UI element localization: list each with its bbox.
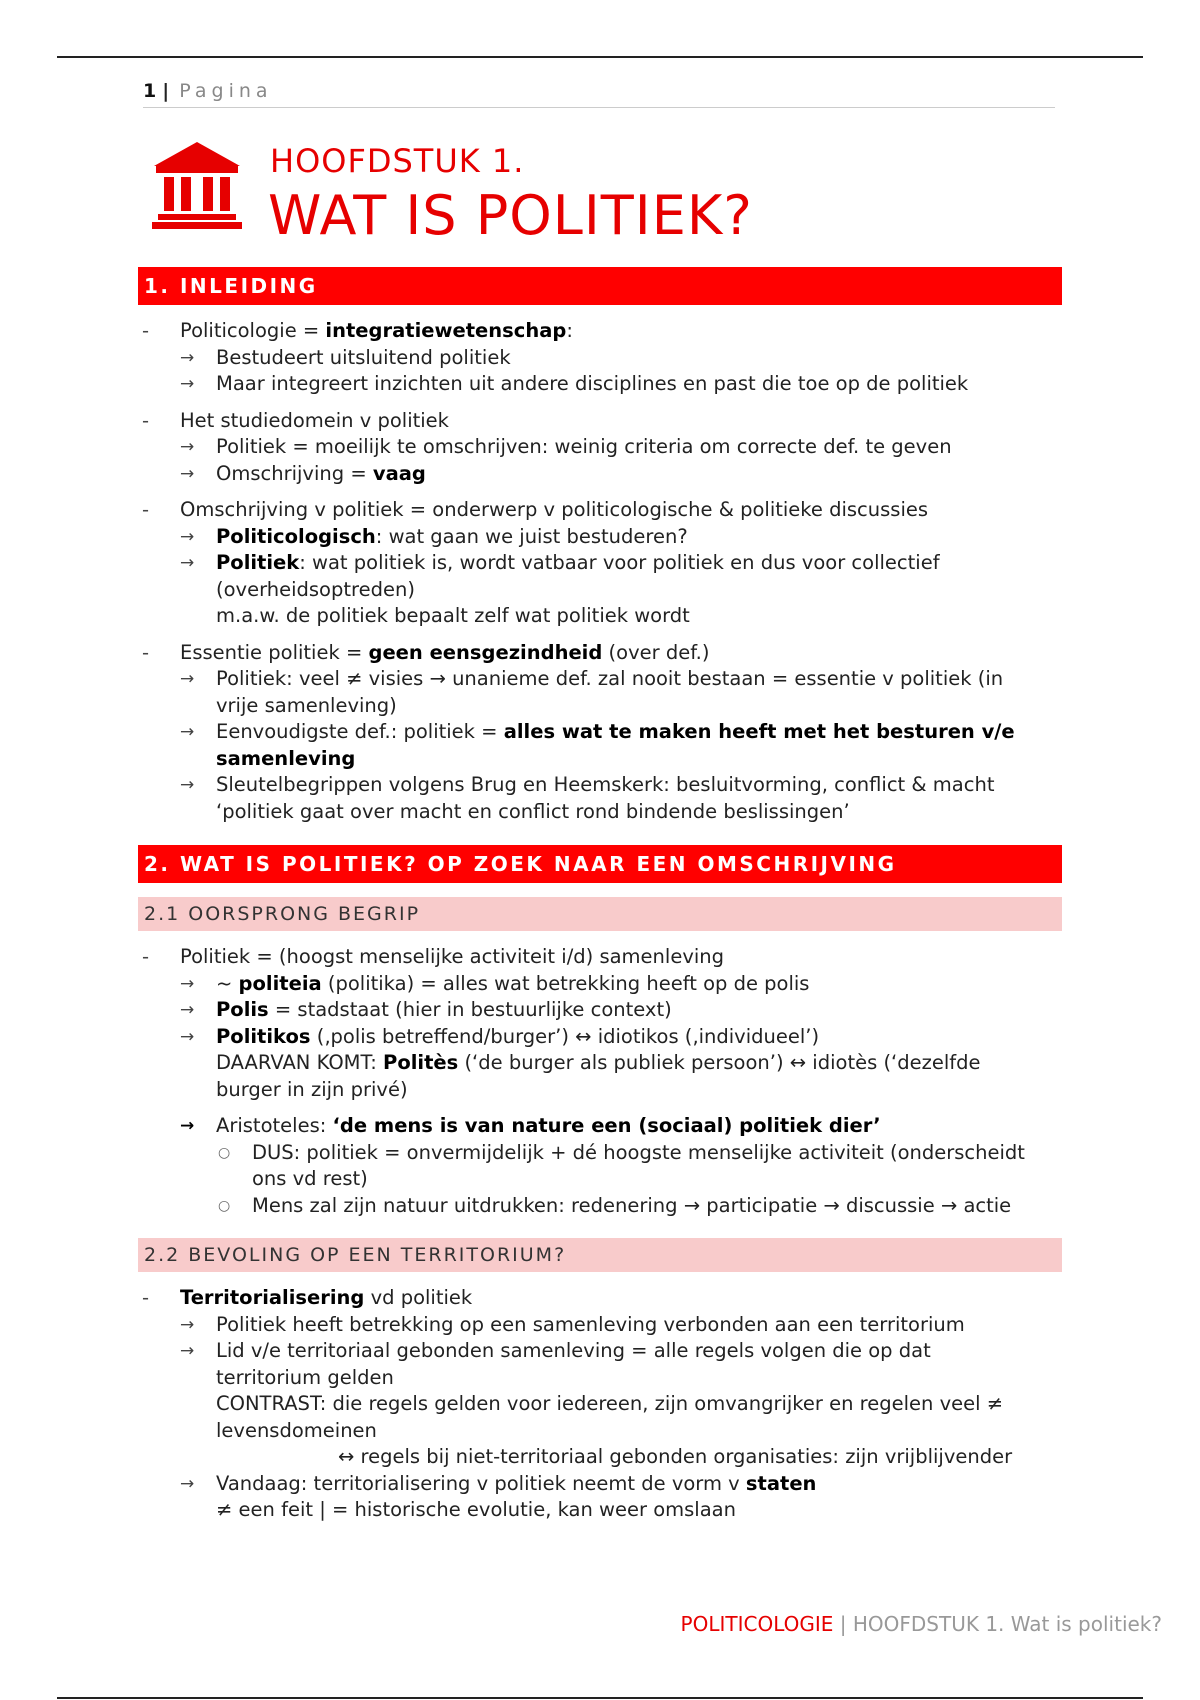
list-continuation: m.a.w. de politiek bepaalt zelf wat politiek wordt [216, 604, 690, 627]
list-continuation: ‘politiek gaat over macht en conflict rond bindende beslissingen’ [216, 799, 850, 823]
dash-bullet: - [142, 319, 150, 342]
list-continuation: vrije samenleving) [216, 693, 397, 717]
arrow-icon: → [180, 1000, 195, 1020]
arrow-icon: → [180, 775, 195, 795]
list-subitem: → Politiek: veel ≠ visies → unanieme def. zal nooit bestaan = essentie v politiek (in [138, 666, 1068, 693]
top-rule [57, 56, 1143, 58]
list-subitem: → Eenvoudigste def.: politiek = alles wat te maken heeft met het besturen v/e [138, 719, 1068, 746]
arrow-icon: → [180, 526, 195, 547]
list-subitem: → Politikos (‚polis betreffend/burger’) ↔ idiotikos (‚individueel’) [138, 1024, 1068, 1051]
header-rule [143, 107, 1055, 108]
list-continuation: burger in zijn privé) [216, 1077, 408, 1101]
footer-course: POLITICOLOGIE [680, 1612, 834, 1636]
list-subitem: → Vandaag: territorialisering v politiek neemt de vorm v staten [138, 1471, 1068, 1498]
list-subitem: → Sleutelbegrippen volgens Brug en Heemskerk: besluitvorming, conflict & macht [138, 772, 1068, 799]
list-continuation: ons vd rest) [252, 1167, 368, 1190]
list-subitem: → Aristoteles: ‘de mens is van nature een (sociaal) politiek dier’ [138, 1113, 1068, 1140]
footer-chapter: HOOFDSTUK 1. Wat is politiek? [852, 1612, 1162, 1636]
list-subitem: → Polis = stadstaat (hier in bestuurlijke context) [138, 997, 1068, 1024]
subsection-heading-oorsprong: 2.1 OORSPRONG BEGRIP [138, 897, 1062, 931]
page-label: Pagina [179, 80, 273, 102]
section-2-1-content [138, 944, 1068, 1219]
list-continuation: ≠ een feit | = historische evolutie, kan weer omslaan [216, 1498, 736, 1521]
list-item: - Politicologie = integratiewetenschap: [138, 318, 1068, 345]
bottom-rule [57, 1697, 1143, 1699]
footer-separator: | [833, 1612, 853, 1636]
arrow-icon: → [180, 347, 195, 368]
page-number-value: 1 [143, 80, 157, 102]
dash-bullet: - [142, 945, 150, 968]
dash-bullet: - [142, 498, 150, 521]
circle-bullet: ○ [218, 1197, 231, 1214]
dash-bullet: - [142, 1286, 150, 1309]
page-separator: | [162, 80, 170, 102]
arrow-icon: → [180, 722, 195, 742]
list-subitem: → Politiek heeft betrekking op een samenleving verbonden aan een territorium [138, 1312, 1068, 1339]
list-subitem: → Maar integreert inzichten uit andere disciplines en past die toe op de politiek [138, 371, 1068, 398]
arrow-icon: → [180, 437, 195, 457]
arrow-icon: → [180, 1341, 195, 1361]
list-continuation: DAARVAN KOMT: Politès (‘de burger als publiek persoon’) ↔ idiotès (‘dezelfde [216, 1051, 981, 1074]
list-continuation: samenleving [216, 746, 356, 770]
arrow-icon: → [180, 553, 195, 573]
page-number [143, 80, 273, 102]
arrow-icon: → [180, 1116, 195, 1136]
list-item: - Essentie politiek = geen eensgezindheid (over def.) [138, 640, 1068, 667]
list-continuation: CONTRAST: die regels gelden voor iedereen, zijn omvangrijker en regelen veel ≠ [216, 1392, 1004, 1415]
list-subitem: → Omschrijving = vaag [138, 461, 1068, 488]
subsection-heading-territorium: 2.2 BEVOLING OP EEN TERRITORIUM? [138, 1238, 1062, 1272]
arrow-icon: → [180, 1026, 195, 1047]
arrow-icon: → [180, 1314, 195, 1335]
section-heading-omschrijving: 2. WAT IS POLITIEK? OP ZOEK NAAR EEN OMSCHRIJVING [138, 845, 1062, 883]
arrow-icon: → [180, 973, 195, 994]
list-item: - Territorialisering vd politiek [138, 1285, 1068, 1312]
list-continuation: levensdomeinen [216, 1418, 377, 1442]
section-1-content [138, 318, 1068, 825]
list-subitem: → Bestudeert uitsluitend politiek [138, 345, 1068, 372]
circle-bullet: ○ [218, 1144, 231, 1161]
arrow-icon: → [180, 463, 195, 484]
dash-bullet: - [142, 640, 150, 664]
page-footer [681, 1612, 1162, 1636]
list-continuation: (overheidsoptreden) [216, 577, 415, 601]
arrow-icon: → [180, 1473, 195, 1494]
chapter-label: HOOFDSTUK 1. [270, 142, 525, 180]
list-item: - Omschrijving v politiek = onderwerp v politicologische & politieke discussies [138, 497, 1068, 524]
list-continuation: ↔ regels bij niet-territoriaal gebonden organisaties: zijn vrijblijvender [338, 1445, 1013, 1468]
dash-bullet: - [142, 408, 150, 432]
list-subitem: → Lid v/e territoriaal gebonden samenleving = alle regels volgen die op dat [138, 1338, 1068, 1365]
list-subitem: → Politicologisch: wat gaan we juist bestuderen? [138, 524, 1068, 551]
section-2-2-content [138, 1285, 1068, 1524]
institution-icon [150, 140, 244, 230]
list-subsubitem: ○ Mens zal zijn natuur uitdrukken: redenering → participatie → discussie → actie [138, 1193, 1068, 1220]
list-subitem: → Politiek = moeilijk te omschrijven: weinig criteria om correcte def. te geven [138, 434, 1068, 461]
list-item: - Politiek = (hoogst menselijke activiteit i/d) samenleving [138, 944, 1068, 971]
list-item: - Het studiedomein v politiek [138, 408, 1068, 435]
page-title: WAT IS POLITIEK? [268, 184, 753, 247]
list-subsubitem: ○ DUS: politiek = onvermijdelijk + dé hoogste menselijke activiteit (onderscheidt [138, 1140, 1068, 1167]
list-subitem: → Politiek: wat politiek is, wordt vatbaar voor politiek en dus voor collectief [138, 550, 1068, 577]
section-heading-inleiding: 1. INLEIDING [138, 267, 1062, 305]
arrow-icon: → [180, 374, 195, 394]
list-subitem: → ~ politeia (politika) = alles wat betrekking heeft op de polis [138, 971, 1068, 998]
list-continuation: territorium gelden [216, 1365, 394, 1389]
arrow-icon: → [180, 669, 195, 689]
